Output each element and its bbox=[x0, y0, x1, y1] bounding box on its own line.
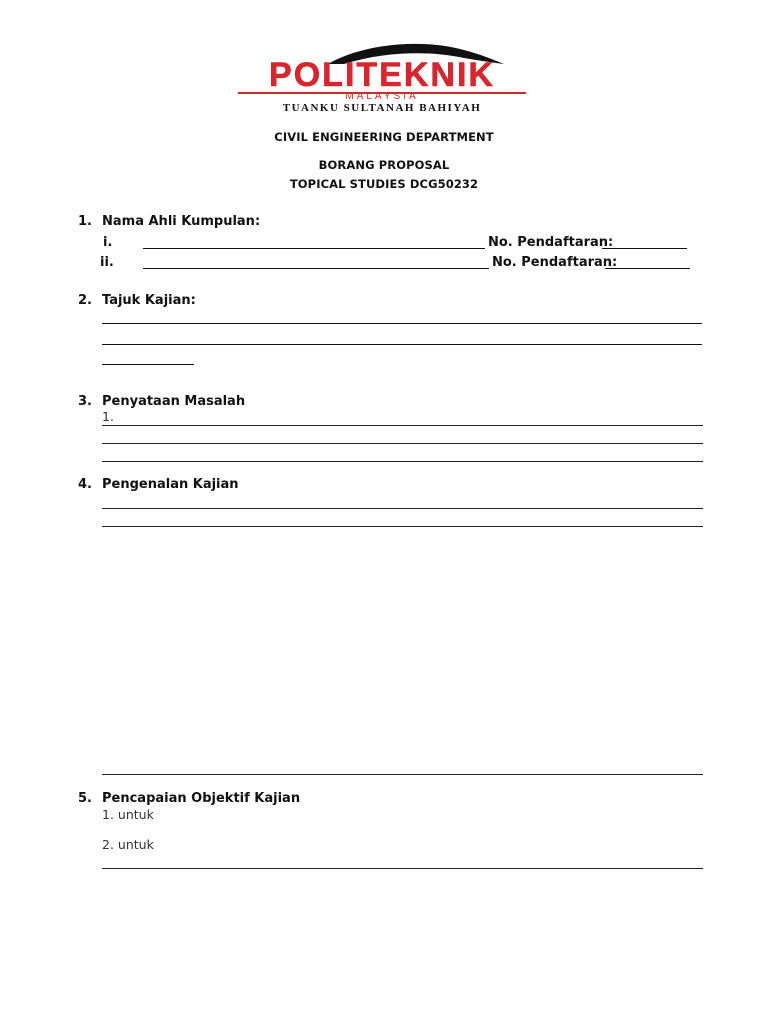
section-2-title: Tajuk Kajian: bbox=[102, 293, 196, 308]
member-1-reg-label: No. Pendaftaran: bbox=[488, 235, 614, 250]
member-1-reg-field[interactable] bbox=[602, 248, 687, 249]
section-2-number: 2. bbox=[78, 293, 92, 308]
objective-item-1: 1. untuk bbox=[102, 807, 154, 822]
logo-country-text: MALAYSIA bbox=[345, 91, 419, 102]
member-2-name-field[interactable] bbox=[143, 268, 489, 269]
objective-item-2: 2. untuk bbox=[102, 837, 154, 852]
problem-line-1[interactable] bbox=[102, 425, 703, 426]
member-2-roman: ii. bbox=[100, 255, 114, 270]
intro-line-1[interactable] bbox=[102, 508, 703, 509]
member-2-reg-field[interactable] bbox=[605, 268, 690, 269]
title-field-line-2[interactable] bbox=[102, 344, 702, 345]
title-field-line-1[interactable] bbox=[102, 323, 702, 324]
section-5-title: Pencapaian Objektif Kajian bbox=[102, 791, 301, 806]
intro-line-3[interactable] bbox=[102, 774, 703, 775]
member-2-reg-label: No. Pendaftaran: bbox=[492, 255, 618, 270]
section-3-number: 3. bbox=[78, 394, 92, 409]
section-4-number: 4. bbox=[78, 477, 92, 492]
form-title: BORANG PROPOSAL bbox=[318, 158, 450, 172]
problem-line-2[interactable] bbox=[102, 443, 703, 444]
department-title: CIVIL ENGINEERING DEPARTMENT bbox=[274, 130, 494, 144]
section-5-number: 5. bbox=[78, 791, 92, 806]
problem-line-3[interactable] bbox=[102, 461, 703, 462]
politeknik-logo bbox=[232, 38, 532, 114]
section-3-title: Penyataan Masalah bbox=[102, 394, 246, 409]
logo-institution-text: TUANKU SULTANAH BAHIYAH bbox=[282, 102, 482, 114]
section-1-number: 1. bbox=[78, 214, 92, 229]
section-4-title: Pengenalan Kajian bbox=[102, 477, 239, 492]
course-title: TOPICAL STUDIES DCG50232 bbox=[289, 177, 479, 191]
objective-line-1[interactable] bbox=[102, 868, 703, 869]
member-1-roman: i. bbox=[103, 235, 113, 250]
title-field-line-3[interactable] bbox=[102, 364, 194, 365]
member-1-name-field[interactable] bbox=[143, 248, 485, 249]
section-1-title: Nama Ahli Kumpulan: bbox=[102, 214, 261, 229]
intro-line-2[interactable] bbox=[102, 526, 703, 527]
logo-brand-text: POLITEKNIK bbox=[269, 56, 495, 94]
problem-item-1: 1. bbox=[102, 409, 114, 424]
